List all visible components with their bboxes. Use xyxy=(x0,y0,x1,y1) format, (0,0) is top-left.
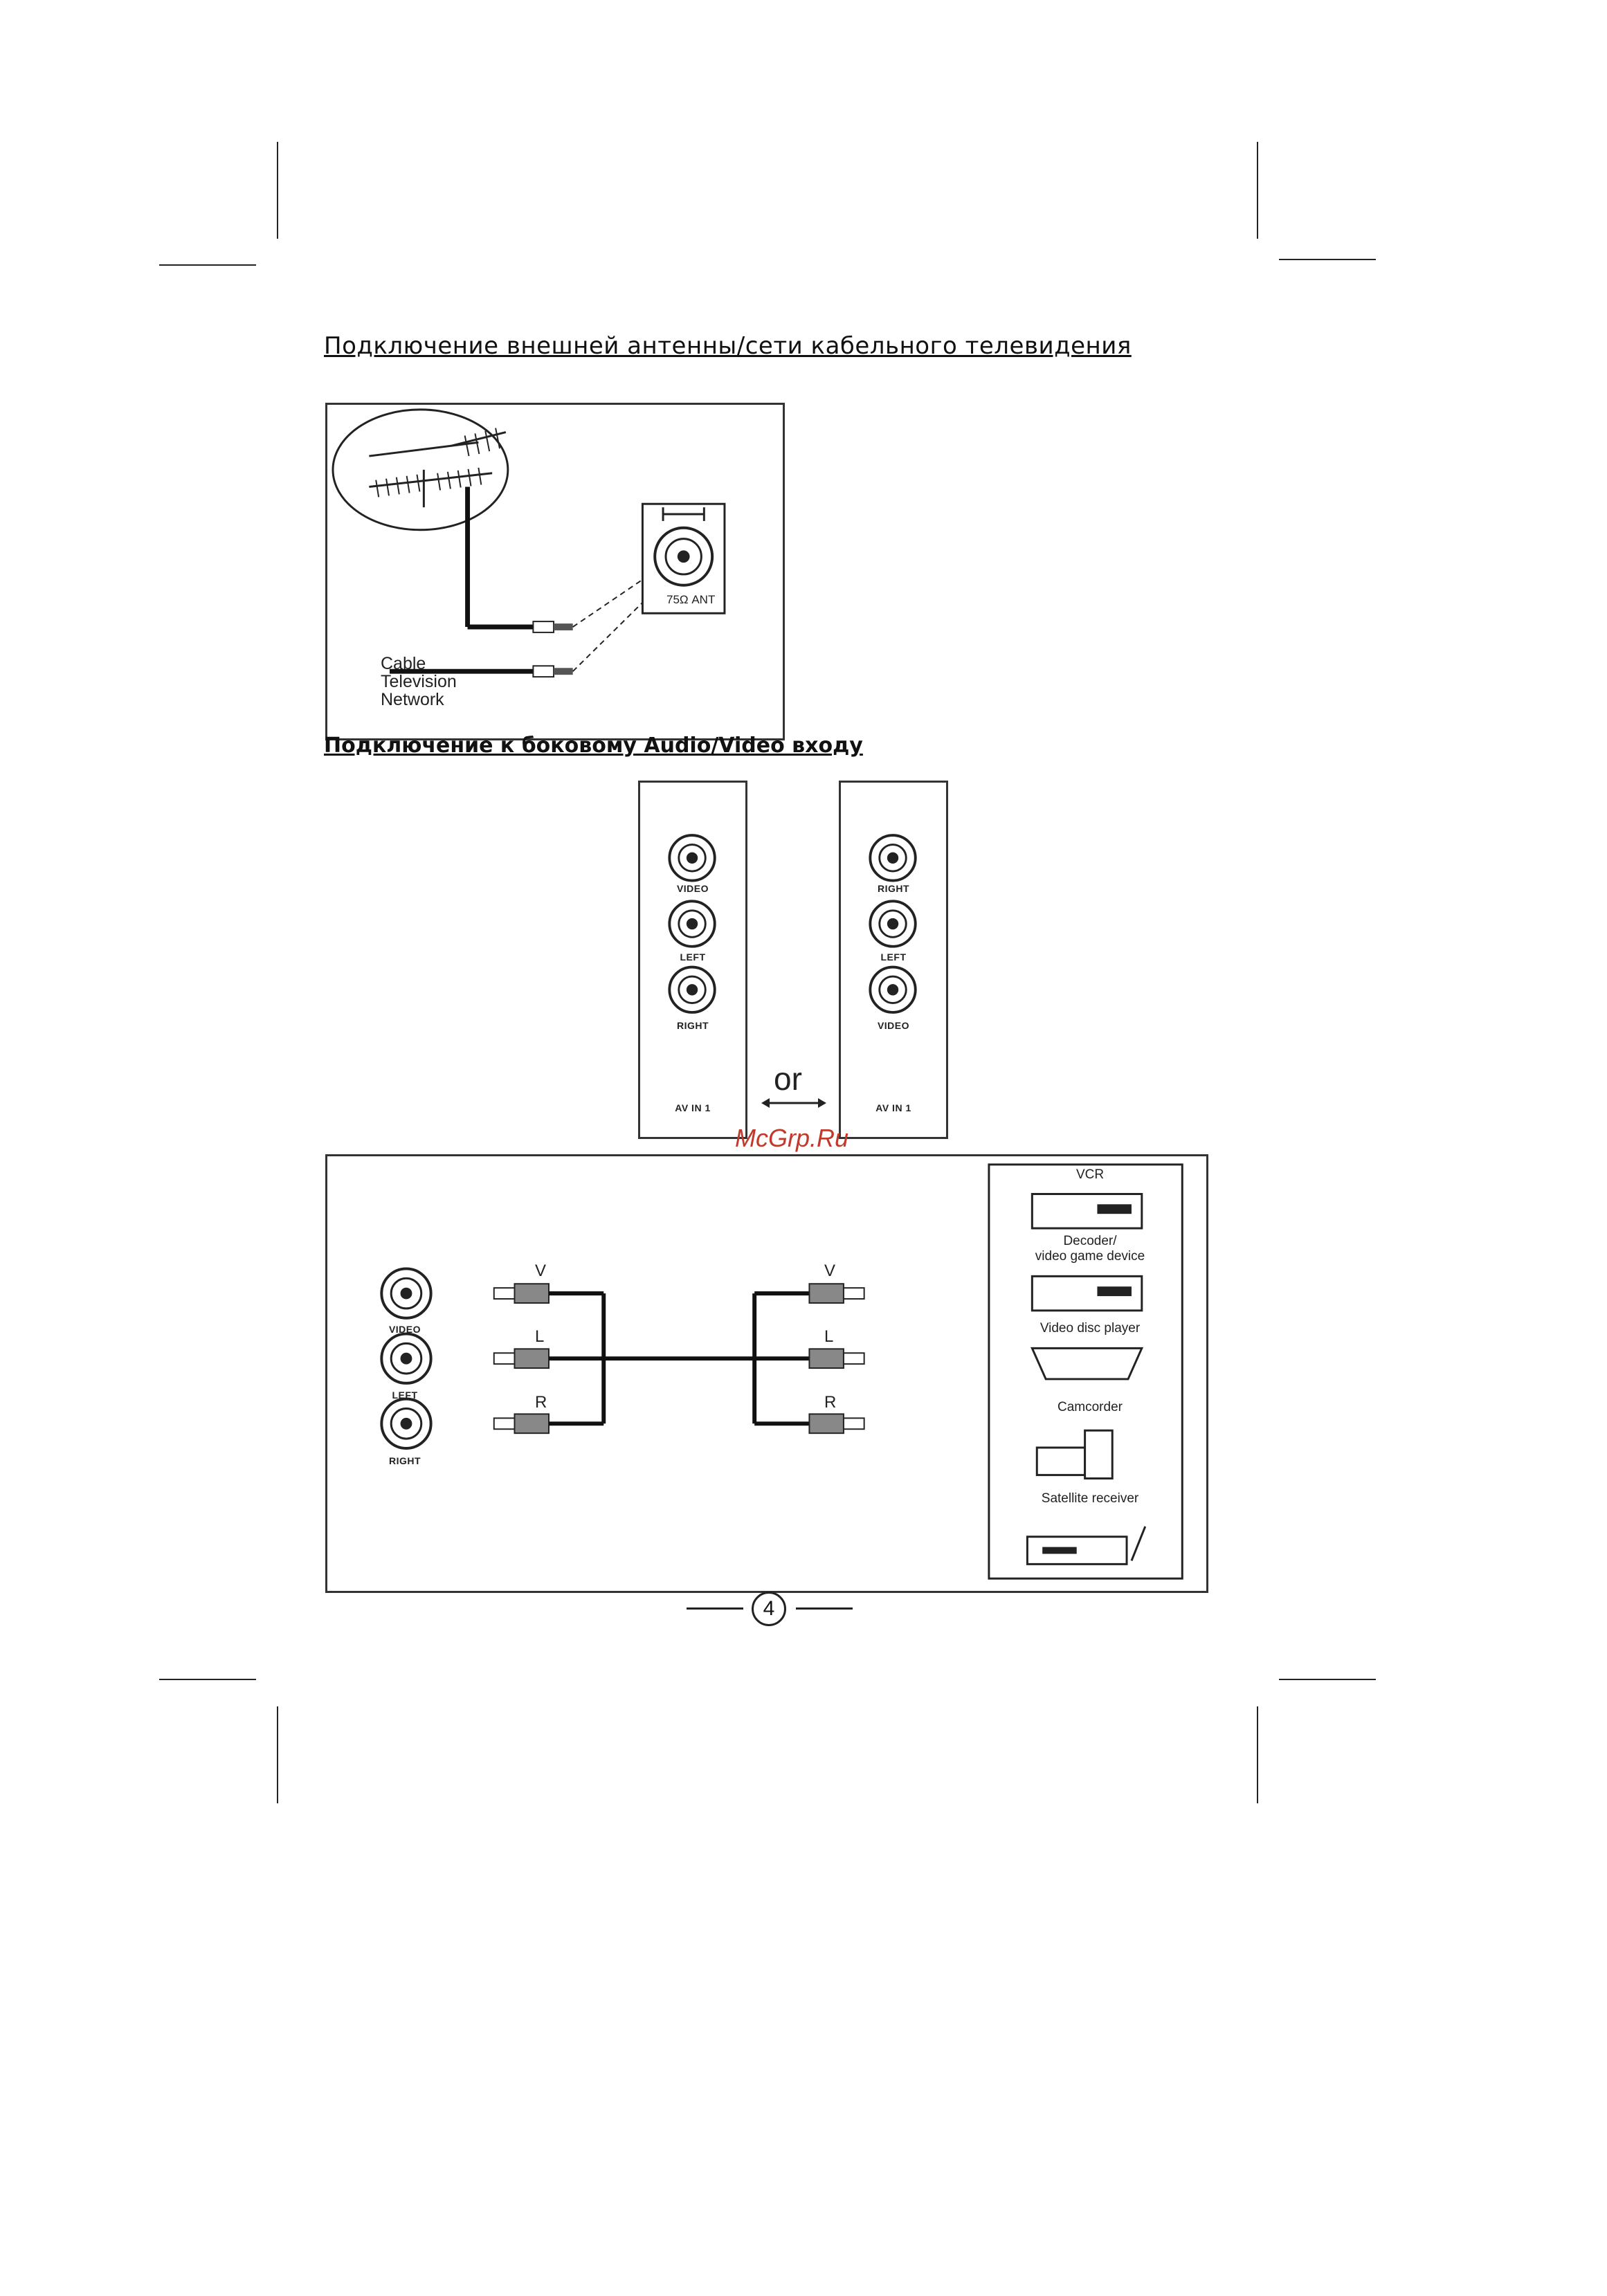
jack-label: LEFT xyxy=(680,951,706,963)
crop-mark xyxy=(1257,142,1258,239)
av-panel-title: AV IN 1 xyxy=(675,1102,711,1113)
crop-mark xyxy=(1257,1706,1258,1803)
device-label-vcr: VCR xyxy=(1075,1167,1105,1182)
cable-label: R xyxy=(824,1393,837,1412)
or-label: or xyxy=(774,1061,802,1097)
cable-label-line3: Network xyxy=(381,690,444,709)
device-label-camcorder: Camcorder xyxy=(1057,1400,1123,1414)
cable-illustration xyxy=(327,1156,1206,1591)
jack-label: VIDEO xyxy=(676,883,709,894)
tv-jack-label: VIDEO xyxy=(388,1324,421,1335)
av-panel-right xyxy=(839,781,948,1139)
cable-label: V xyxy=(535,1261,547,1280)
cable-label: V xyxy=(824,1261,836,1280)
jack-label: VIDEO xyxy=(877,1020,910,1031)
cable-label: L xyxy=(535,1327,545,1346)
jack-label: RIGHT xyxy=(877,883,910,894)
jack-label: LEFT xyxy=(880,951,907,963)
connection-diagram xyxy=(325,1154,1208,1593)
cable-label-line2: Television xyxy=(381,672,457,691)
page-number-rule xyxy=(796,1607,853,1610)
av-panel-left xyxy=(638,781,747,1139)
av-panel-title: AV IN 1 xyxy=(875,1102,911,1113)
ant-jack-label: 75Ω ANT xyxy=(666,593,716,606)
watermark: McGrp.Ru xyxy=(735,1124,849,1152)
crop-mark xyxy=(1279,1679,1376,1680)
section-heading-av: Подключение к боковому Audio/Video входу xyxy=(324,734,863,758)
antenna-diagram xyxy=(325,403,785,740)
device-label-decoder: video game device xyxy=(1035,1249,1145,1264)
device-label-decoder: Decoder/ xyxy=(1063,1234,1117,1248)
jack-label: RIGHT xyxy=(676,1020,709,1031)
crop-mark xyxy=(159,264,256,266)
cable-label: R xyxy=(535,1393,547,1412)
page-number: 4 xyxy=(752,1592,786,1626)
crop-mark xyxy=(159,1679,256,1680)
device-label-satellite: Satellite receiver xyxy=(1041,1491,1139,1506)
crop-mark xyxy=(277,142,278,239)
tv-jack-label: RIGHT xyxy=(388,1455,421,1466)
section-heading-antenna: Подключение внешней антенны/сети кабельного телевидения xyxy=(324,332,1132,360)
crop-mark xyxy=(1279,259,1376,260)
tv-jack-label: LEFT xyxy=(392,1390,418,1401)
crop-mark xyxy=(277,1706,278,1803)
cable-label-line1: Cable xyxy=(381,654,426,673)
device-label-disc: Video disc player xyxy=(1039,1321,1141,1336)
cable-label: L xyxy=(824,1327,834,1346)
page-number-rule xyxy=(687,1607,743,1610)
double-arrow-icon xyxy=(761,1096,826,1110)
